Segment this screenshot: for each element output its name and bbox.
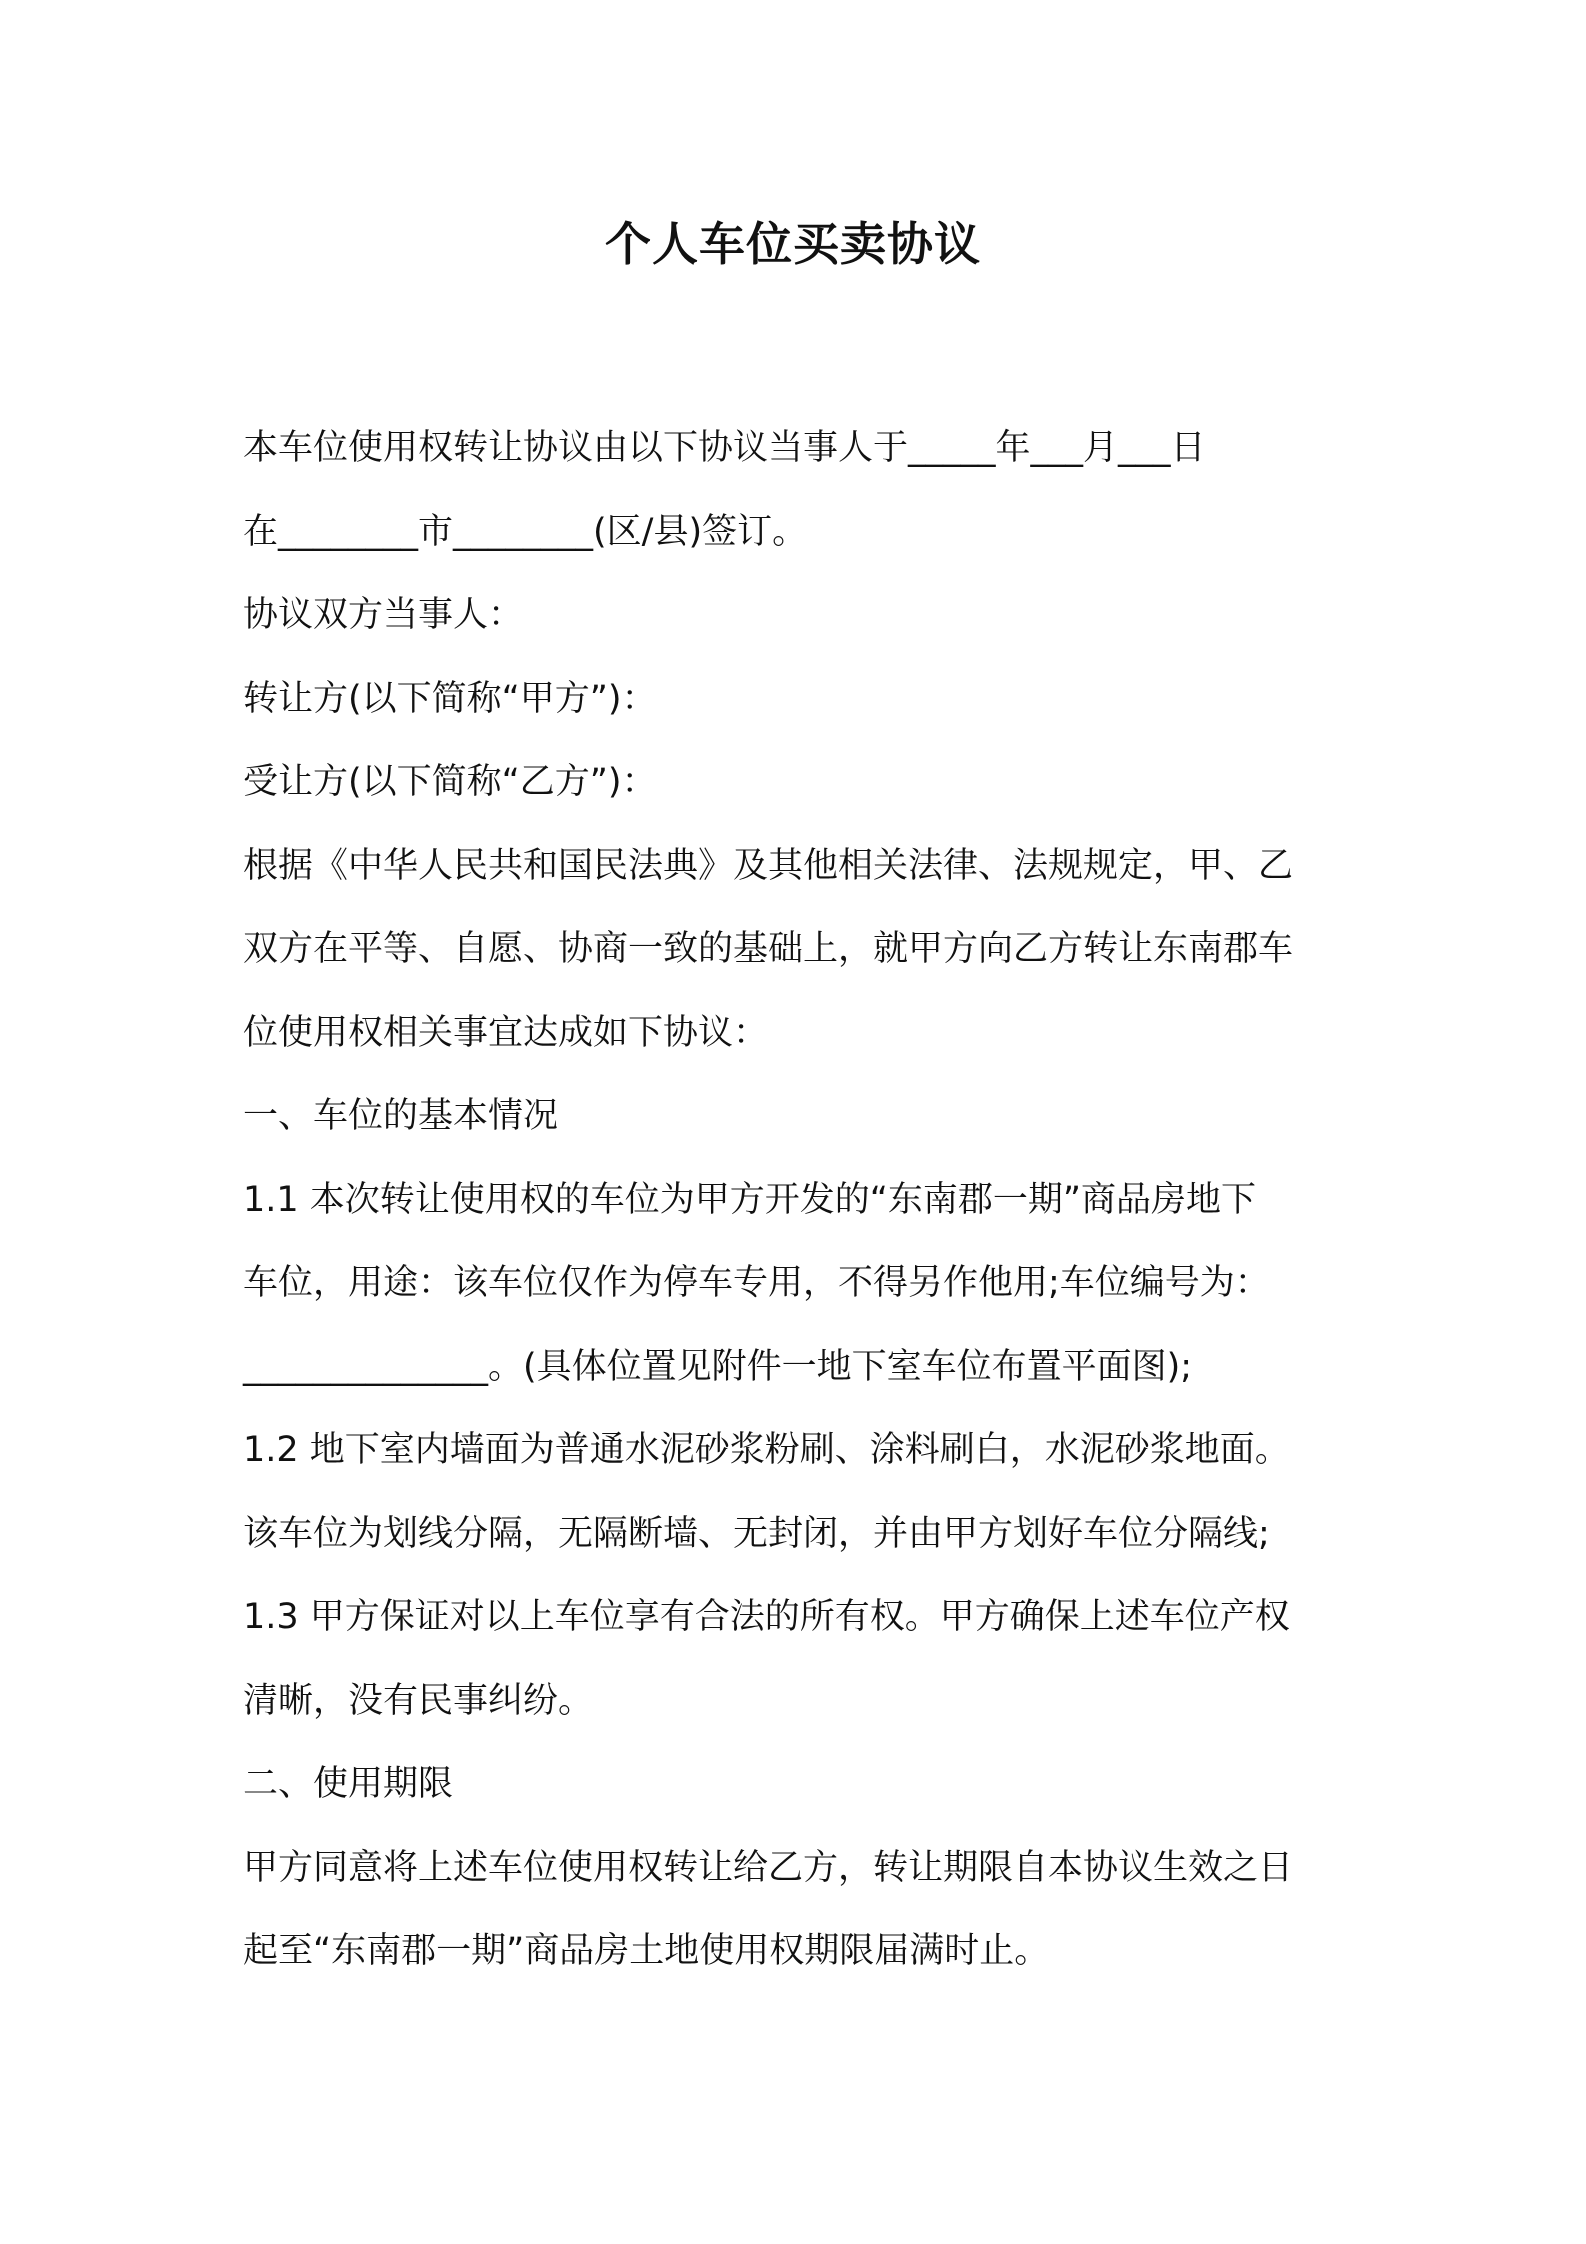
clause-1-1-line-1: 1.1 本次转让使用权的车位为甲方开发的“东南郡一期”商品房地下: [243, 1179, 1257, 1220]
document-body: [243, 407, 1363, 1994]
section-2-line-2: 起至“东南郡一期”商品房土地使用权期限届满时止。: [243, 1931, 1050, 1971]
parties-heading: 协议双方当事人：: [243, 595, 524, 635]
preamble-line-1: 根据《中华人民共和国民法典》及其他相关法律、法规规定，甲、乙: [243, 845, 1294, 886]
intro-line-date: 本车位使用权转让协议由以下协议当事人于_____年___月___日: [243, 428, 1206, 468]
clause-1-2-line-2: 该车位为划线分隔，无隔断墙、无封闭，并由甲方划好车位分隔线;: [243, 1513, 1270, 1554]
party-b-line: 受让方(以下简称“乙方”)：: [243, 762, 657, 802]
clause-1-3-line-1: 1.3 甲方保证对以上车位享有合法的所有权。甲方确保上述车位产权: [243, 1597, 1290, 1637]
section-1-heading: 一、车位的基本情况: [243, 1096, 559, 1136]
clause-1-1-line-2: 车位，用途：该车位仅作为停车专用，不得另作他用;车位编号为：: [243, 1263, 1270, 1303]
document-title: 个人车位买卖协议: [605, 217, 981, 271]
intro-line-place: 在________市________(区/县)签订。: [243, 511, 808, 552]
clause-1-3-line-2: 清晰，没有民事纠纷。: [243, 1680, 594, 1721]
preamble-line-3: 位使用权相关事宜达成如下协议：: [243, 1012, 769, 1053]
preamble-line-2: 双方在平等、自愿、协商一致的基础上，就甲方向乙方转让东南郡车: [243, 929, 1294, 969]
clause-1-1-line-3: ______________。(具体位置见附件一地下室车位布置平面图);: [243, 1346, 1193, 1387]
section-2-heading: 二、使用期限: [243, 1764, 454, 1804]
section-2-line-1: 甲方同意将上述车位使用权转让给乙方，转让期限自本协议生效之日: [243, 1847, 1294, 1888]
clause-1-2-line-1: 1.2 地下室内墙面为普通水泥砂浆粉刷、涂料刷白，水泥砂浆地面。: [243, 1430, 1290, 1470]
party-a-line: 转让方(以下简称“甲方”)：: [243, 678, 657, 719]
